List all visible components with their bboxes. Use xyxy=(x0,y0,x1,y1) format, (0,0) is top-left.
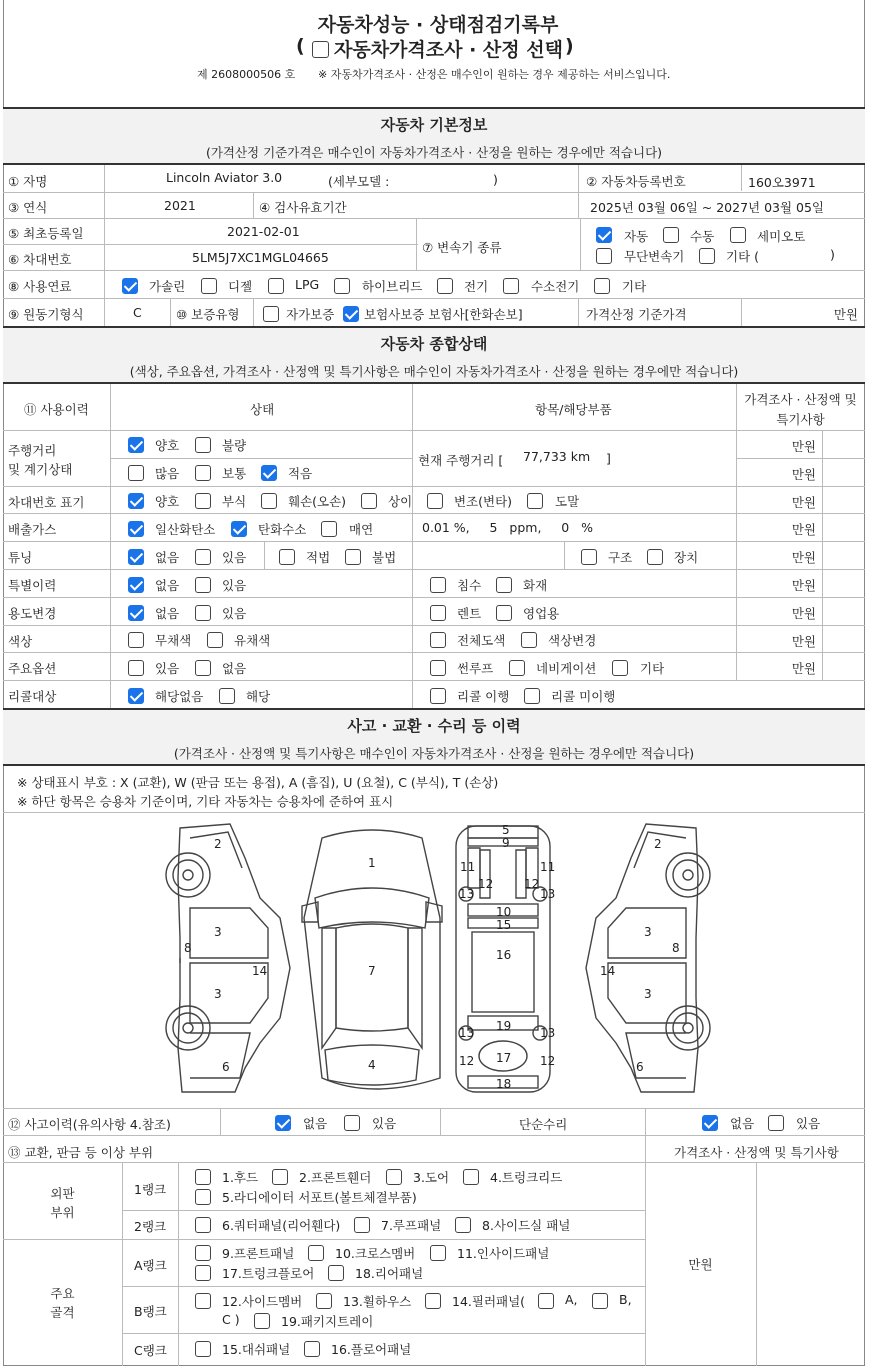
svg-text:9: 9 xyxy=(502,836,510,850)
col-state: 상태 xyxy=(250,402,275,417)
basic-info-title: 자동차 기본정보 xyxy=(380,116,488,134)
exhaust-hc-checkbox[interactable] xyxy=(231,521,247,537)
part-hood-checkbox[interactable] xyxy=(195,1169,211,1185)
title-paren-open: ( xyxy=(296,35,305,57)
svg-text:3: 3 xyxy=(644,987,652,1001)
rank-b-label: B랭크 xyxy=(134,1304,167,1319)
rent-label: 렌트 xyxy=(457,606,482,621)
inspection-valid-value: 2025년 03월 06일 ~ 2027년 03월 05일 xyxy=(590,200,825,215)
color-price-unit: 만원 xyxy=(791,634,816,649)
special-exist-checkbox[interactable] xyxy=(195,577,211,593)
simple-none-checkbox[interactable] xyxy=(702,1115,718,1131)
mileage-price-unit: 만원 xyxy=(791,467,816,482)
rent-checkbox[interactable] xyxy=(430,605,446,621)
exhaust-smoke-label: 매연 xyxy=(349,522,374,537)
accident-none-checkbox[interactable] xyxy=(275,1115,291,1131)
special-none-label: 없음 xyxy=(155,578,180,593)
color-change-checkbox[interactable] xyxy=(521,632,537,648)
fuel-hydrogen-checkbox[interactable] xyxy=(503,278,519,294)
svg-text:3: 3 xyxy=(214,987,222,1001)
pillar-b-label: B, xyxy=(619,1292,632,1307)
svg-text:15: 15 xyxy=(496,918,512,932)
part-floor-panel-checkbox[interactable] xyxy=(304,1341,320,1357)
trans-other-label: 기타 ( xyxy=(726,249,760,264)
svg-text:12: 12 xyxy=(459,1054,475,1068)
svg-text:2: 2 xyxy=(214,837,222,851)
part-trunk-lid-label: 4.트렁크리드 xyxy=(490,1170,563,1185)
mileage-normal-label: 보통 xyxy=(222,466,247,481)
fuel-electric-checkbox[interactable] xyxy=(437,278,453,294)
trans-other-close: ) xyxy=(830,247,835,262)
recall-none-checkbox[interactable] xyxy=(128,688,144,704)
vin-alter-label: 변조(변타) xyxy=(454,494,513,509)
part-front-fender-checkbox[interactable] xyxy=(272,1169,288,1185)
part-radiator-support-label: 5.라디에이터 서포트(볼트체결부품) xyxy=(222,1190,417,1205)
fuel-lpg-label: LPG xyxy=(295,277,320,292)
part-quarter-panel-label: 6.쿼터패널(리어휀다) xyxy=(222,1218,341,1233)
vin-value: 5LM5J7XC1MGL04665 xyxy=(192,250,329,265)
svg-text:1: 1 xyxy=(368,856,376,870)
pillar-a-label: A, xyxy=(565,1292,578,1307)
fuel-lpg-checkbox[interactable] xyxy=(268,278,284,294)
svg-text:3: 3 xyxy=(214,925,222,939)
accident-exist-checkbox[interactable] xyxy=(344,1115,360,1131)
special-price-unit: 만원 xyxy=(791,578,816,593)
vin-alter-checkbox[interactable] xyxy=(427,493,443,509)
warranty-insurance-checkbox[interactable] xyxy=(343,306,359,322)
fuel-diesel-checkbox[interactable] xyxy=(201,278,217,294)
business-checkbox[interactable] xyxy=(496,605,512,621)
outer-panel-label-1: 외판 xyxy=(50,1186,75,1201)
rank-a-label: A랭크 xyxy=(134,1258,167,1273)
car-damage-diagram[interactable] xyxy=(150,818,726,1100)
basic-info-header xyxy=(3,107,865,165)
trans-auto-checkbox[interactable] xyxy=(596,227,612,243)
svg-text:12: 12 xyxy=(524,877,540,891)
submodel-label: (세부모델 : xyxy=(328,174,390,189)
recall-yes-label: 해당 xyxy=(246,689,271,704)
vin-rust-checkbox[interactable] xyxy=(195,493,211,509)
mileage-normal-checkbox[interactable] xyxy=(195,465,211,481)
chromatic-checkbox[interactable] xyxy=(207,632,223,648)
trans-semi-checkbox[interactable] xyxy=(730,227,746,243)
col-price-1: 가격조사 · 산정액 및 xyxy=(744,392,857,407)
transmission-label: ⑦ 변속기 종류 xyxy=(422,240,502,255)
recall-yes-checkbox[interactable] xyxy=(219,688,235,704)
fire-checkbox[interactable] xyxy=(496,577,512,593)
part-floor-panel-label: 16.플로어패널 xyxy=(331,1342,412,1357)
full-paint-label: 전체도색 xyxy=(457,633,506,648)
accident-header xyxy=(3,708,865,766)
warranty-insurance-label: 보험사보증 보험사[한화손보] xyxy=(364,307,523,322)
part-side-member-label: 12.사이드멤버 xyxy=(222,1294,303,1309)
parts-price-label: 가격조사 · 산정액 및 특기사항 xyxy=(674,1145,839,1160)
simple-none-label: 없음 xyxy=(730,1116,755,1131)
svg-text:13: 13 xyxy=(459,1026,475,1040)
part-front-panel-checkbox[interactable] xyxy=(195,1245,211,1261)
first-reg-value: 2021-02-01 xyxy=(227,224,300,239)
mileage-label-2: 및 계기상태 xyxy=(8,462,73,477)
special-none-checkbox[interactable] xyxy=(128,577,144,593)
fuel-gasoline-checkbox[interactable] xyxy=(122,278,138,294)
part-trunk-lid-checkbox[interactable] xyxy=(463,1169,479,1185)
usage-exist-checkbox[interactable] xyxy=(195,605,211,621)
fuel-hybrid-checkbox[interactable] xyxy=(334,278,350,294)
exhaust-smoke-checkbox[interactable] xyxy=(321,521,337,537)
trans-manual-label: 수동 xyxy=(690,229,715,244)
pillar-a-checkbox[interactable] xyxy=(538,1293,554,1309)
warranty-label: ⑩ 보증유형 xyxy=(176,307,240,322)
color-change-label: 색상변경 xyxy=(548,633,597,648)
navigation-checkbox[interactable] xyxy=(509,660,525,676)
col-history: ⑪ 사용이력 xyxy=(24,402,89,417)
vin-price-unit: 만원 xyxy=(791,495,816,510)
part-cross-member-label: 10.크로스멤버 xyxy=(335,1246,416,1261)
current-mileage-close: ] xyxy=(606,451,611,466)
accident-history-label: ⑫ 사고이력(유의사항 4.참조) xyxy=(8,1117,171,1132)
gauge-bad-label: 불량 xyxy=(222,438,247,453)
options-other-label: 기타 xyxy=(640,661,665,676)
frame-label-1: 주요 xyxy=(50,1286,75,1301)
options-other-checkbox[interactable] xyxy=(612,660,628,676)
recall-notdone-checkbox[interactable] xyxy=(524,688,540,704)
flood-checkbox[interactable] xyxy=(430,577,446,593)
sunroof-checkbox[interactable] xyxy=(430,660,446,676)
svg-text:17: 17 xyxy=(496,1051,512,1065)
fuel-electric-label: 전기 xyxy=(464,279,489,294)
fire-label: 화재 xyxy=(523,578,548,593)
title-paren-close: ) xyxy=(565,35,574,57)
tuning-illegal-label: 불법 xyxy=(372,550,397,565)
part-rear-panel-checkbox[interactable] xyxy=(328,1265,344,1281)
recall-notdone-label: 리콜 미이행 xyxy=(551,689,616,704)
warranty-self-label: 자가보증 xyxy=(286,307,335,322)
mileage-few-checkbox[interactable] xyxy=(261,465,277,481)
chromatic-label: 유채색 xyxy=(234,633,271,648)
gauge-good-label: 양호 xyxy=(155,438,180,453)
tuning-none-checkbox[interactable] xyxy=(128,549,144,565)
vin-damage-label: 훼손(오손) xyxy=(288,494,347,509)
col-price-2: 특기사항 xyxy=(776,412,825,427)
tuning-device-checkbox[interactable] xyxy=(647,549,663,565)
part-trunk-floor-checkbox[interactable] xyxy=(195,1265,211,1281)
parts-label: ⑬ 교환, 판금 등 이상 부위 xyxy=(8,1145,154,1160)
trans-semi-label: 세미오토 xyxy=(757,229,806,244)
full-paint-checkbox[interactable] xyxy=(430,632,446,648)
tuning-legal-checkbox[interactable] xyxy=(279,549,295,565)
exhaust-co-checkbox[interactable] xyxy=(128,521,144,537)
part-side-sill-checkbox[interactable] xyxy=(455,1217,471,1233)
options-price-unit: 만원 xyxy=(791,661,816,676)
vin-label: ⑥ 차대번호 xyxy=(8,252,72,267)
accident-exist-label: 있음 xyxy=(372,1116,397,1131)
usage-label: 용도변경 xyxy=(8,606,57,621)
svg-text:5: 5 xyxy=(502,823,510,837)
sunroof-label: 썬루프 xyxy=(457,661,494,676)
part-roof-panel-label: 7.루프패널 xyxy=(381,1218,442,1233)
svg-text:6: 6 xyxy=(636,1060,644,1074)
svg-text:3: 3 xyxy=(644,925,652,939)
status-header xyxy=(3,326,865,384)
svg-text:11: 11 xyxy=(460,860,476,874)
inspection-valid-label: ④ 검사유효기간 xyxy=(259,200,347,215)
svg-text:13: 13 xyxy=(540,887,556,901)
rank-2-label: 2랭크 xyxy=(134,1219,167,1234)
document-title: 자동차성능 · 상태점검기록부 xyxy=(317,14,559,36)
parts-price-unit: 만원 xyxy=(688,1257,713,1272)
document-number: 제 2608000506 호 xyxy=(197,68,296,81)
recall-done-label: 리콜 이행 xyxy=(457,689,510,704)
svg-text:8: 8 xyxy=(184,941,192,955)
tuning-illegal-checkbox[interactable] xyxy=(345,549,361,565)
fuel-gasoline-label: 가솔린 xyxy=(149,279,186,294)
accident-none-label: 없음 xyxy=(303,1116,328,1131)
svg-text:4: 4 xyxy=(368,1058,376,1072)
exhaust-hc-label: 탄화수소 xyxy=(258,522,307,537)
tuning-legal-label: 적법 xyxy=(306,550,331,565)
svg-text:12: 12 xyxy=(540,1054,556,1068)
part-dash-panel-label: 15.대쉬패널 xyxy=(222,1342,291,1357)
part-front-fender-label: 2.프론트휀더 xyxy=(299,1170,372,1185)
tuning-label: 튜닝 xyxy=(8,550,33,565)
first-reg-label: ⑤ 최초등록일 xyxy=(8,226,84,241)
vin-good-checkbox[interactable] xyxy=(128,493,144,509)
reg-number-value: 160오3971 xyxy=(748,175,816,190)
basic-info-subtitle: (가격산정 기준가격은 매수인이 자동차가격조사 · 산정을 원하는 경우에만 적습니다) xyxy=(205,145,663,160)
motor-type-value: C xyxy=(133,305,142,320)
document-subtitle: 자동차가격조사 · 산정 선택 xyxy=(334,39,563,61)
achromatic-checkbox[interactable] xyxy=(128,632,144,648)
accident-subtitle: (가격조사 · 산정액 및 특기사항은 매수인이 자동차가격조사 · 산정을 원하는 경우에만 적습니다) xyxy=(173,746,695,761)
pillar-c-label: C ) xyxy=(222,1312,240,1327)
gauge-good-checkbox[interactable] xyxy=(128,437,144,453)
price-base-label: 가격산정 기준가격 xyxy=(586,307,687,322)
exhaust-price-unit: 만원 xyxy=(791,522,816,537)
tuning-none-label: 없음 xyxy=(155,550,180,565)
part-door-checkbox[interactable] xyxy=(386,1169,402,1185)
svg-text:19: 19 xyxy=(496,1019,512,1033)
trans-cvt-checkbox[interactable] xyxy=(596,248,612,264)
trans-cvt-label: 무단변속기 xyxy=(624,249,685,264)
usage-none-checkbox[interactable] xyxy=(128,605,144,621)
exhaust-label: 배출가스 xyxy=(8,522,57,537)
svg-text:18: 18 xyxy=(496,1077,512,1091)
svg-text:8: 8 xyxy=(672,941,680,955)
part-package-tray-checkbox[interactable] xyxy=(254,1313,270,1329)
trans-other-checkbox[interactable] xyxy=(699,248,715,264)
part-pillar-panel-label: 14.필러패널( xyxy=(452,1294,526,1309)
svg-text:11: 11 xyxy=(540,860,556,874)
svg-text:12: 12 xyxy=(478,877,494,891)
part-wheel-house-checkbox[interactable] xyxy=(316,1293,332,1309)
gauge-price-unit: 만원 xyxy=(791,439,816,454)
accident-title: 사고 · 교환 · 수리 등 이력 xyxy=(347,717,521,735)
special-exist-label: 있음 xyxy=(222,578,247,593)
tuning-structure-checkbox[interactable] xyxy=(581,549,597,565)
price-survey-checkbox[interactable] xyxy=(312,41,329,58)
rank-c-label: C랭크 xyxy=(134,1343,167,1358)
fuel-other-checkbox[interactable] xyxy=(594,278,610,294)
options-exist-label: 있음 xyxy=(155,661,180,676)
usage-none-label: 없음 xyxy=(155,606,180,621)
current-mileage-value: 77,733 km xyxy=(523,449,591,464)
car-right-side-view xyxy=(586,824,710,1092)
vin-rust-label: 부식 xyxy=(222,494,247,509)
tuning-price-unit: 만원 xyxy=(791,550,816,565)
col-item: 항목/해당부품 xyxy=(535,402,612,417)
navigation-label: 네비게이션 xyxy=(536,661,597,676)
reg-number-label: ② 자동차등록번호 xyxy=(586,174,686,189)
motor-type-label: ⑨ 원동기형식 xyxy=(8,307,84,322)
part-quarter-panel-checkbox[interactable] xyxy=(195,1217,211,1233)
car-name-label: ① 자명 xyxy=(8,174,48,189)
vin-good-label: 양호 xyxy=(155,494,180,509)
flood-label: 침수 xyxy=(457,578,482,593)
part-pillar-panel-checkbox[interactable] xyxy=(425,1293,441,1309)
svg-text:6: 6 xyxy=(222,1060,230,1074)
svg-text:2: 2 xyxy=(654,837,662,851)
tuning-device-label: 장치 xyxy=(674,550,699,565)
part-inside-panel-label: 11.인사이드패널 xyxy=(457,1246,550,1261)
simple-repair-label: 단순수리 xyxy=(519,1117,568,1132)
exhaust-co-label: 일산화탄소 xyxy=(155,522,216,537)
mileage-many-label: 많음 xyxy=(155,466,180,481)
submodel-close: ) xyxy=(493,172,498,187)
svg-text:14: 14 xyxy=(600,964,616,978)
fuel-hydrogen-label: 수소전기 xyxy=(531,279,580,294)
status-title: 자동차 종합상태 xyxy=(380,335,488,353)
mileage-many-checkbox[interactable] xyxy=(128,465,144,481)
legend-line-2: ※ 하단 항목은 승용차 기준이며, 기타 자동차는 승용차에 준하여 표시 xyxy=(17,794,394,809)
options-none-checkbox[interactable] xyxy=(195,660,211,676)
vin-diff-label: 상이 xyxy=(388,494,413,509)
status-subtitle: (색상, 주요옵션, 가격조사 · 산정액 및 특기사항은 매수인이 자동차가격조사 · 산정을 원하는 경우에만 적습니다) xyxy=(129,364,739,379)
fuel-hybrid-label: 하이브리드 xyxy=(362,279,423,294)
business-label: 영업용 xyxy=(523,606,560,621)
price-base-unit: 만원 xyxy=(833,307,858,322)
gauge-bad-checkbox[interactable] xyxy=(195,437,211,453)
current-mileage-label: 현재 주행거리 [ xyxy=(418,453,504,468)
part-package-tray-label: 19.패키지트레이 xyxy=(281,1314,374,1329)
part-roof-panel-checkbox[interactable] xyxy=(354,1217,370,1233)
special-label: 특별이력 xyxy=(8,578,57,593)
car-name-value: Lincoln Aviator 3.0 xyxy=(166,170,283,185)
svg-text:13: 13 xyxy=(540,1026,556,1040)
options-label: 주요옵션 xyxy=(8,661,57,676)
part-trunk-floor-label: 17.트렁크플로어 xyxy=(222,1266,315,1281)
usage-exist-label: 있음 xyxy=(222,606,247,621)
mileage-few-label: 적음 xyxy=(288,466,313,481)
model-year-value: 2021 xyxy=(164,198,196,213)
fuel-diesel-label: 디젤 xyxy=(228,279,253,294)
svg-text:7: 7 xyxy=(368,964,376,978)
part-rear-panel-label: 18.리어패널 xyxy=(355,1266,424,1281)
part-side-member-checkbox[interactable] xyxy=(195,1293,211,1309)
tuning-exist-checkbox[interactable] xyxy=(195,549,211,565)
part-side-sill-label: 8.사이드실 패널 xyxy=(482,1218,571,1233)
simple-exist-checkbox[interactable] xyxy=(768,1115,784,1131)
model-year-label: ③ 연식 xyxy=(8,200,48,215)
service-notice: ※ 자동차가격조사 · 산정은 매수인이 원하는 경우 제공하는 서비스입니다. xyxy=(318,68,671,81)
fuel-other-label: 기타 xyxy=(622,279,647,294)
svg-text:13: 13 xyxy=(459,887,475,901)
achromatic-label: 무채색 xyxy=(155,633,192,648)
mileage-label-1: 주행거리 xyxy=(8,443,57,458)
vin-damage-checkbox[interactable] xyxy=(261,493,277,509)
part-cross-member-checkbox[interactable] xyxy=(308,1245,324,1261)
svg-text:10: 10 xyxy=(496,905,512,919)
options-none-label: 없음 xyxy=(222,661,247,676)
pillar-b-checkbox[interactable] xyxy=(592,1293,608,1309)
vin-mark-label: 차대번호 표기 xyxy=(8,495,85,510)
vin-diff-checkbox[interactable] xyxy=(361,493,377,509)
svg-text:16: 16 xyxy=(496,948,512,962)
fuel-label: ⑧ 사용연료 xyxy=(8,279,72,294)
part-door-label: 3.도어 xyxy=(413,1170,450,1185)
part-wheel-house-label: 13.휠하우스 xyxy=(343,1294,412,1309)
usage-price-unit: 만원 xyxy=(791,606,816,621)
outer-panel-label-2: 부위 xyxy=(50,1205,75,1220)
trans-auto-label: 자동 xyxy=(624,229,649,244)
exhaust-values: 0.01 %, 5 ppm, 0 % xyxy=(422,520,594,535)
vin-stolen-checkbox[interactable] xyxy=(527,493,543,509)
part-radiator-support-checkbox[interactable] xyxy=(195,1189,211,1205)
legend-line-1: ※ 상태표시 부호 : X (교환), W (판금 또는 용접), A (흠집), U (요철), C (부식), T (손상) xyxy=(17,775,499,790)
frame-label-2: 골격 xyxy=(50,1305,75,1320)
simple-exist-label: 있음 xyxy=(796,1116,821,1131)
tuning-structure-label: 구조 xyxy=(608,550,633,565)
tuning-exist-label: 있음 xyxy=(222,550,247,565)
options-exist-checkbox[interactable] xyxy=(128,660,144,676)
car-left-side-view xyxy=(166,824,290,1092)
recall-none-label: 해당없음 xyxy=(155,689,204,704)
trans-manual-checkbox[interactable] xyxy=(663,227,679,243)
svg-text:14: 14 xyxy=(252,964,268,978)
part-inside-panel-checkbox[interactable] xyxy=(430,1245,446,1261)
recall-label: 리콜대상 xyxy=(8,689,57,704)
rank-1-label: 1랭크 xyxy=(134,1182,167,1197)
part-front-panel-label: 9.프론트패널 xyxy=(222,1246,295,1261)
part-dash-panel-checkbox[interactable] xyxy=(195,1341,211,1357)
color-label: 색상 xyxy=(8,634,33,649)
warranty-self-checkbox[interactable] xyxy=(263,306,279,322)
part-hood-label: 1.후드 xyxy=(222,1170,259,1185)
recall-done-checkbox[interactable] xyxy=(430,688,446,704)
vin-stolen-label: 도말 xyxy=(555,494,580,509)
